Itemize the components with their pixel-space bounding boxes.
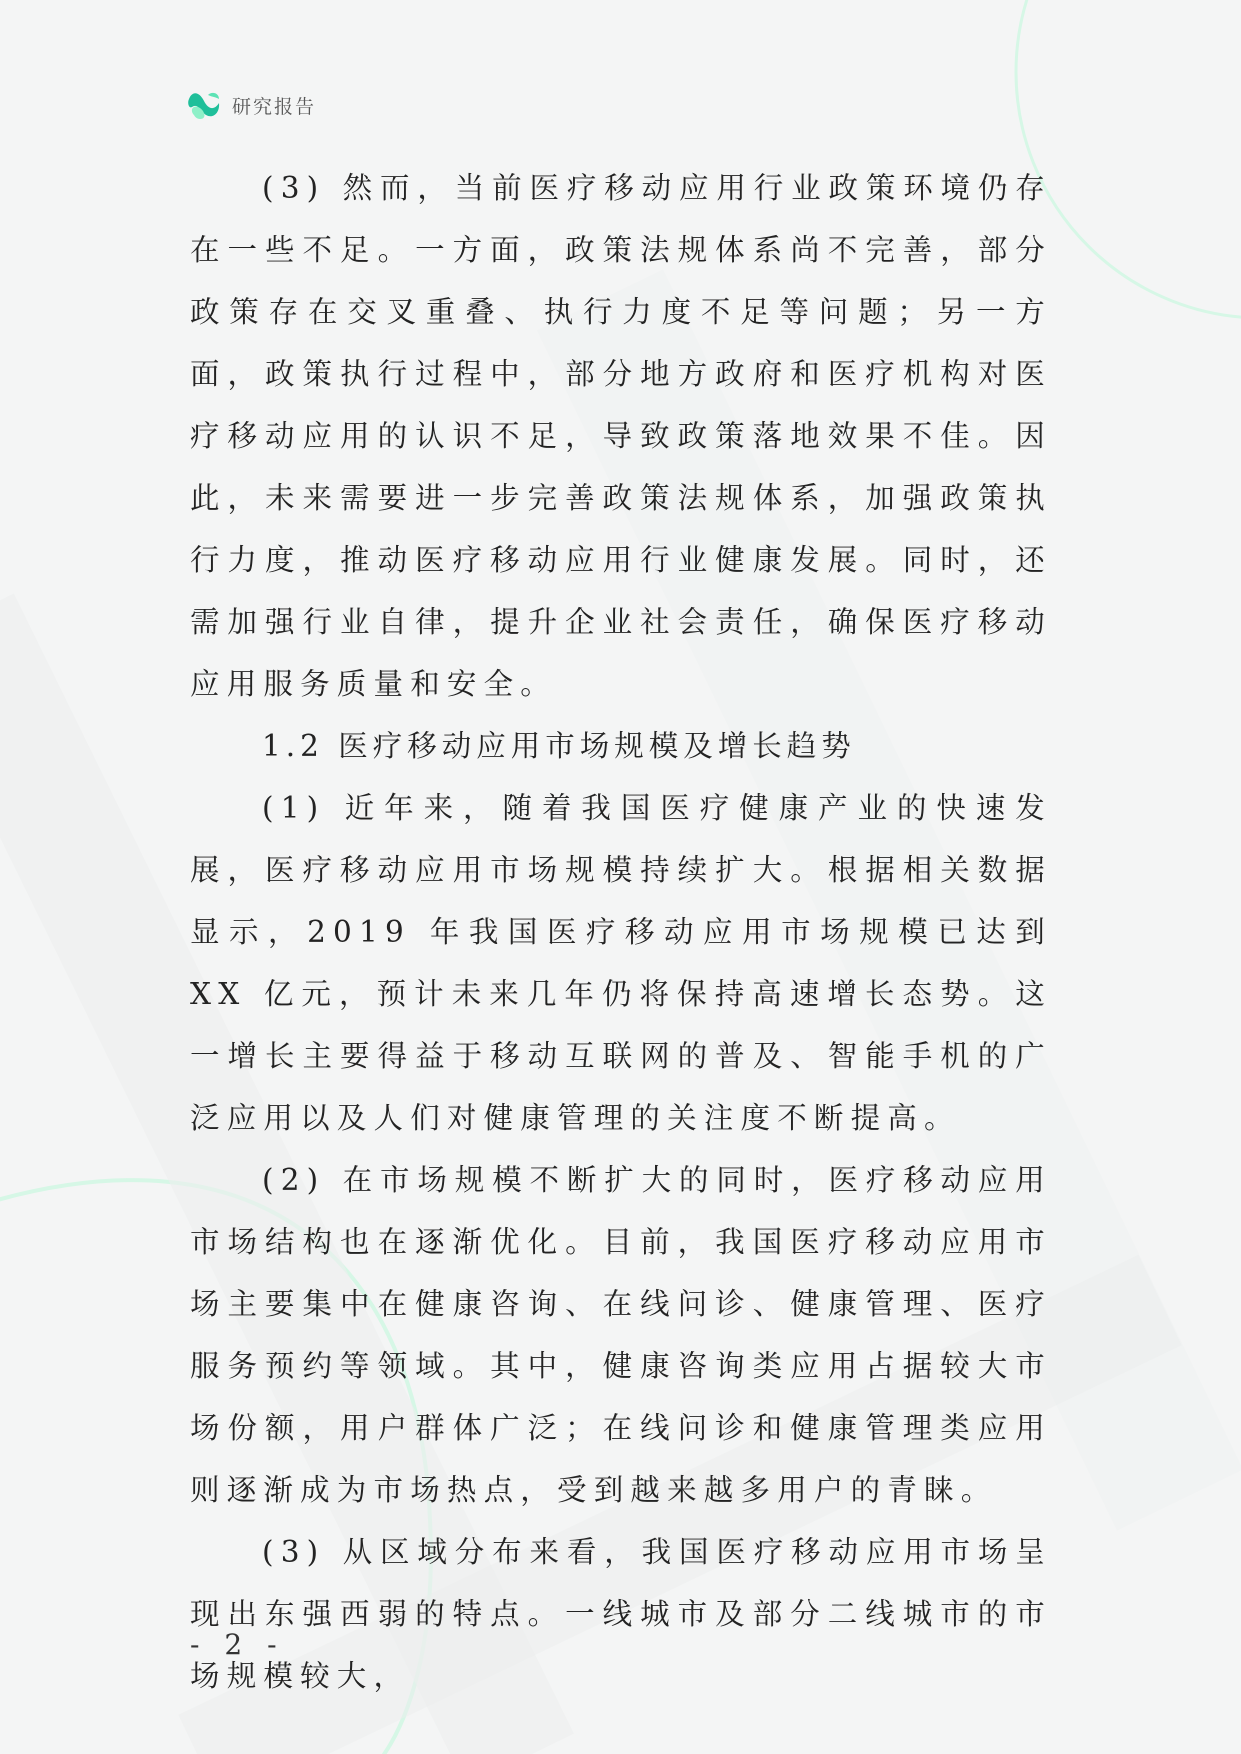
section-heading-1-2: 1.2 医疗移动应用市场规模及增长趋势 [262,729,856,763]
header-title: 研究报告 [232,95,317,118]
paragraph-market-size: (1) 近年来，随着我国医疗健康产业的快速发展，医疗移动应用市场规模持续扩大。根据相关数据显示，2019 年我国医疗移动应用市场规模已达到 XX 亿元，预计未来几年仍将保持高速增长态势。这一增长主要得益于移动互联网的普及、智能手机的广泛应用以及人们对健康管理的关注度不断提高。 [190,791,1052,1135]
paragraph-regional-distribution: (3) 从区域分布来看，我国医疗移动应用市场呈现出东强西弱的特点。一线城市及部分二线城市的市场规模较大， [190,1535,1052,1693]
page-number: - 2 - [190,1628,285,1661]
brand-logo-icon [186,89,222,121]
paragraph-market-structure: (2) 在市场规模不断扩大的同时，医疗移动应用市场结构也在逐渐优化。目前，我国医疗移动应用市场主要集中在健康咨询、在线问诊、健康管理、医疗服务预约等领域。其中，健康咨询类应用占据较大市场份额，用户群体广泛；在线问诊和健康管理类应用则逐渐成为市场热点，受到越来越多用户的青睐。 [190,1163,1052,1507]
paragraph-policy-shortcomings: (3) 然而，当前医疗移动应用行业政策环境仍存在一些不足。一方面，政策法规体系尚不完善，部分政策存在交叉重叠、执行力度不足等问题；另一方面，政策执行过程中，部分地方政府和医疗机构对医疗移动应用的认识不足，导致政策落地效果不佳。因此，未来需要进一步完善政策法规体系，加强政策执行力度，推动医疗移动应用行业健康发展。同时，还需加强行业自律，提升企业社会责任，确保医疗移动应用服务质量和安全。 [190,171,1052,701]
document-body [190,157,1052,1707]
report-header [186,88,316,122]
